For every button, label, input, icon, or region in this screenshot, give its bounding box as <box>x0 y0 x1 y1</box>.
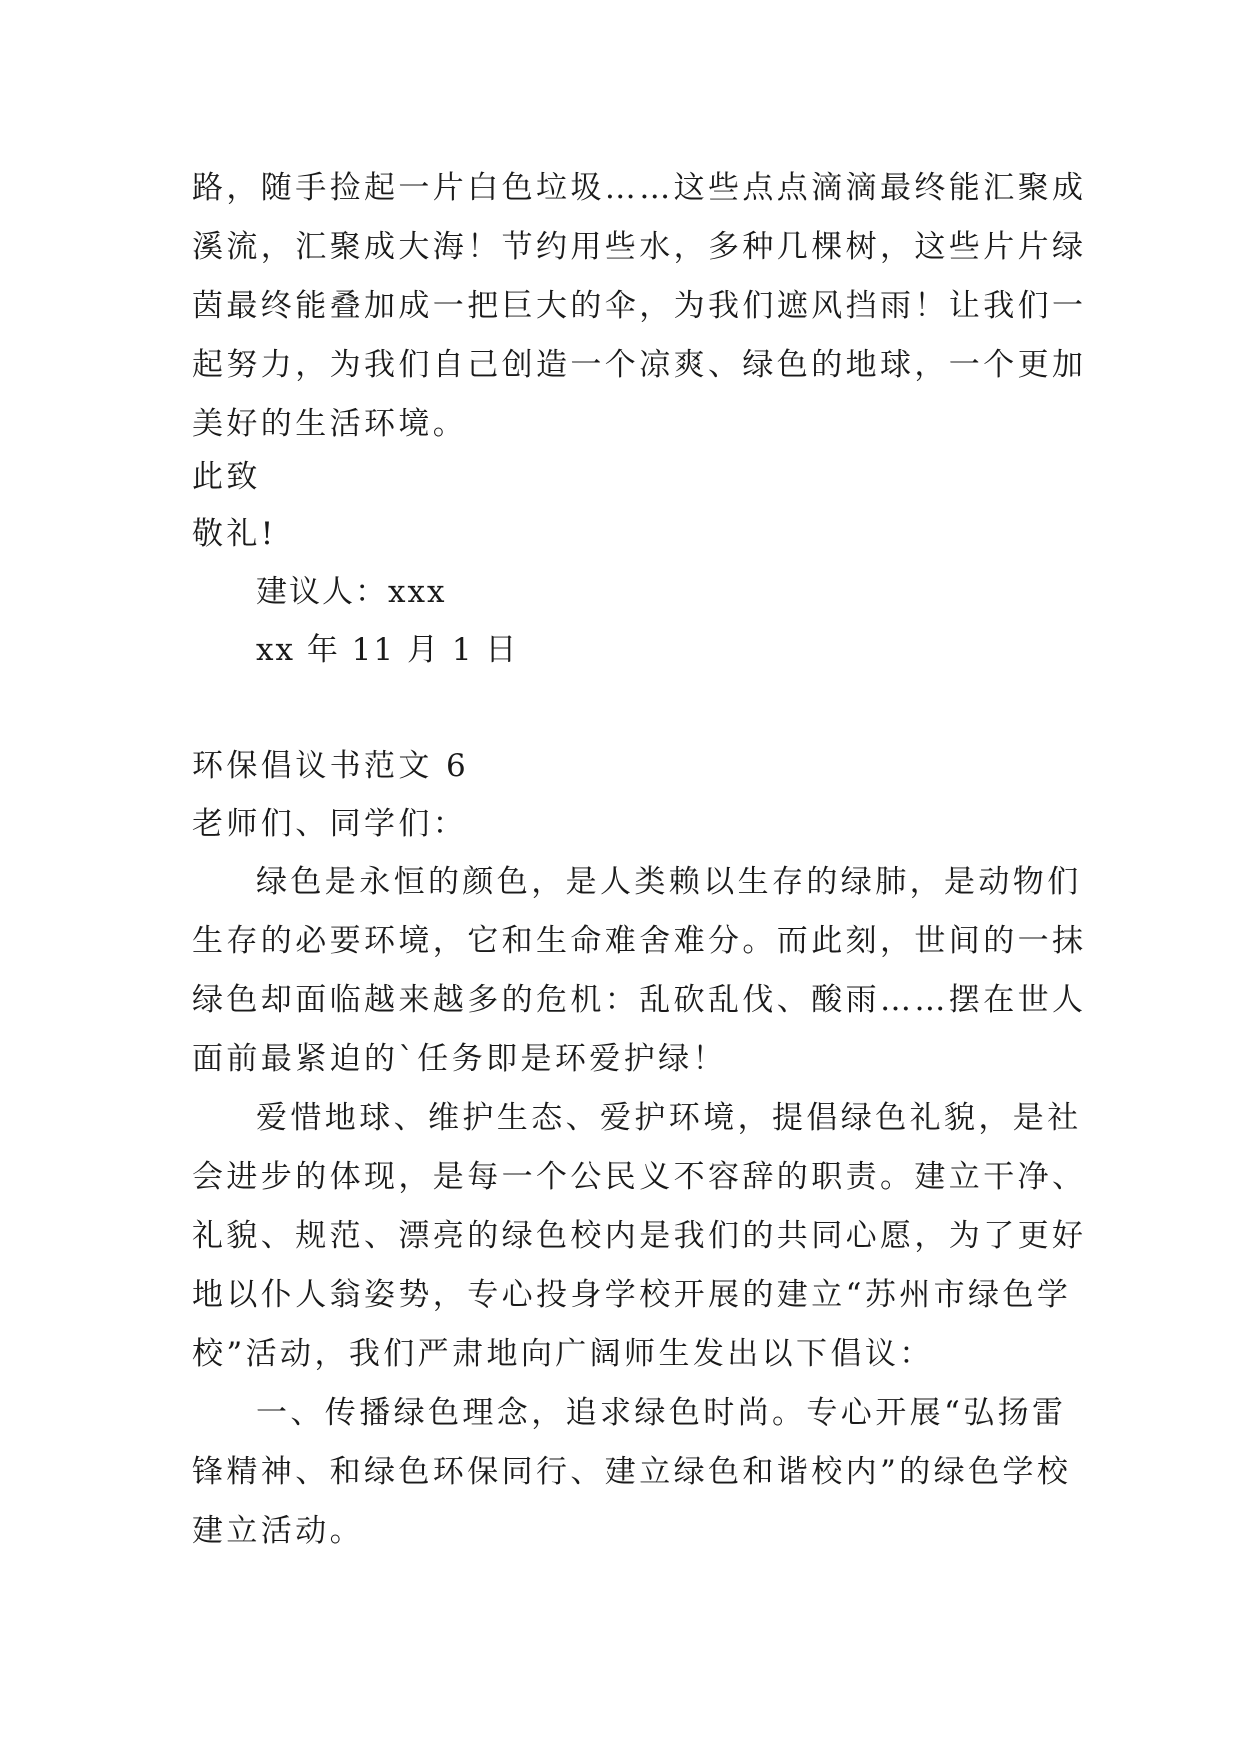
text-line: 生存的必要环境，它和生命难舍难分。而此刻，世间的一抹 <box>192 923 1087 959</box>
text-line: 茵最终能叠加成一把巨大的伞，为我们遮风挡雨！让我们一 <box>192 288 1087 324</box>
text-line: 锋精神、和绿色环保同行、建立绿色和谐校内”的绿色学校 <box>192 1454 1072 1490</box>
signature-date: xx 年 11 月 1 日 <box>256 632 519 668</box>
text-line: 美好的生活环境。 <box>192 406 468 442</box>
text-line: 礼貌、规范、漂亮的绿色校内是我们的共同心愿，为了更好 <box>192 1218 1087 1254</box>
text-line: 绿色却面临越来越多的危机：乱砍乱伐、酸雨……摆在世人 <box>192 982 1087 1018</box>
text-line: 绿色是永恒的颜色，是人类赖以生存的绿肺，是动物们 <box>256 864 1082 900</box>
closing-phrase: 此致 <box>192 459 261 495</box>
text-line: 路，随手捡起一片白色垃圾……这些点点滴滴最终能汇聚成 <box>192 170 1087 206</box>
text-line: 起努力，为我们自己创造一个凉爽、绿色的地球，一个更加 <box>192 347 1087 383</box>
section-title: 环保倡议书范文 6 <box>192 748 470 784</box>
text-line: 一、传播绿色理念，追求绿色时尚。专心开展“弘扬雷 <box>256 1395 1067 1431</box>
signature-proposer: 建议人：xxx <box>256 574 447 610</box>
text-line: 校”活动，我们严肃地向广阔师生发出以下倡议： <box>192 1336 934 1372</box>
text-line: 会进步的体现，是每一个公民义不容辞的职责。建立干净、 <box>192 1159 1087 1195</box>
text-line: 面前最紧迫的`任务即是环爱护绿！ <box>192 1041 727 1077</box>
text-line: 建立活动。 <box>192 1513 364 1549</box>
salutation: 老师们、同学们： <box>192 806 468 842</box>
text-line: 溪流，汇聚成大海！节约用些水，多种几棵树，这些片片绿 <box>192 229 1087 265</box>
closing-salute: 敬礼! <box>192 516 277 552</box>
text-line: 地以仆人翁姿势，专心投身学校开展的建立“苏州市绿色学 <box>192 1277 1072 1313</box>
text-line: 爱惜地球、维护生态、爱护环境，提倡绿色礼貌，是社 <box>256 1100 1082 1136</box>
